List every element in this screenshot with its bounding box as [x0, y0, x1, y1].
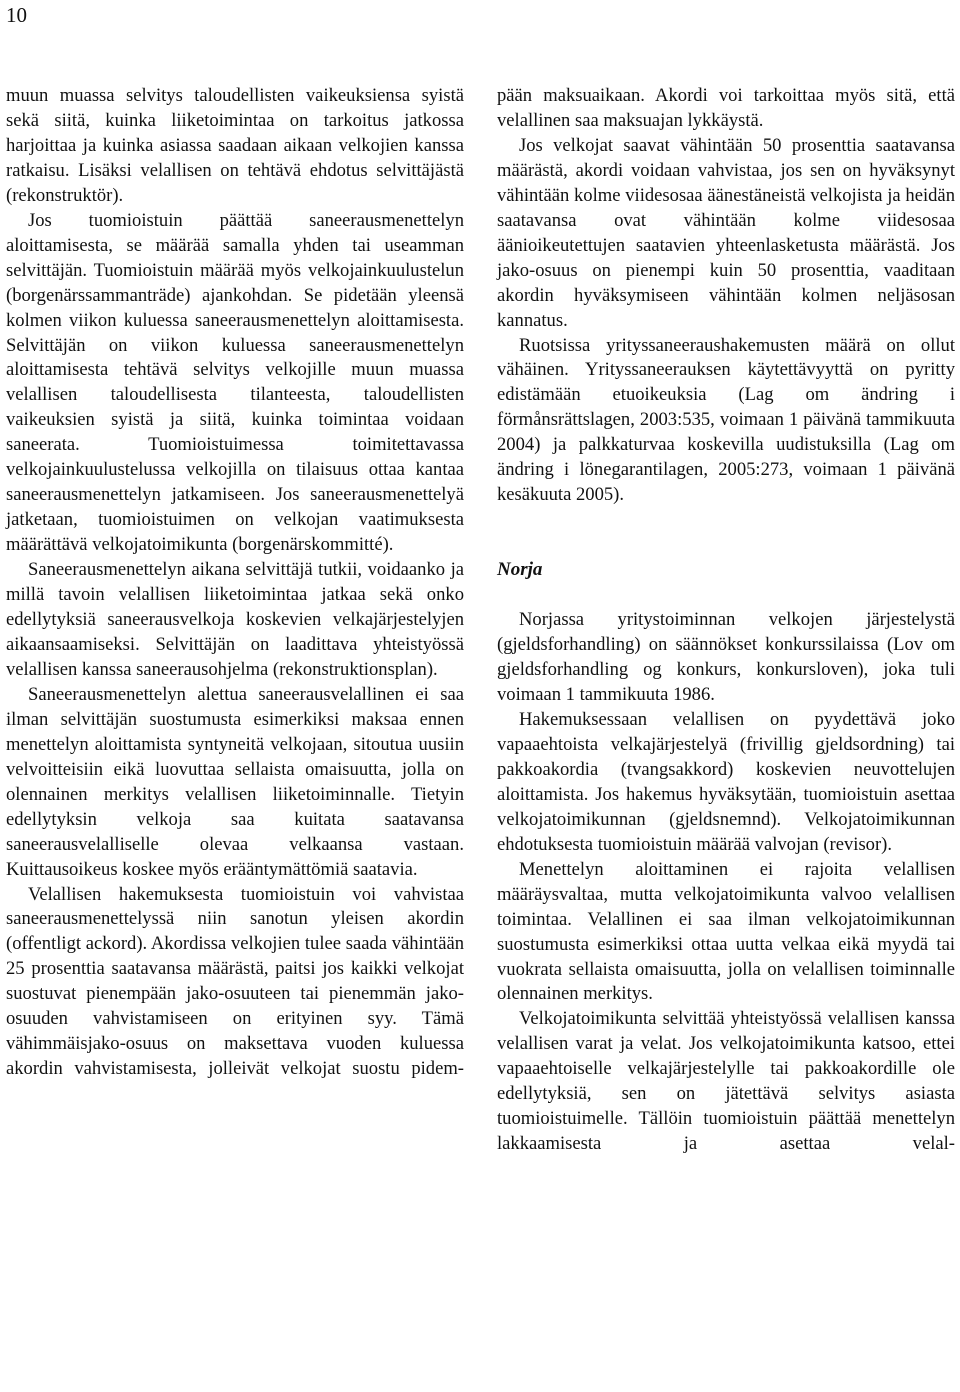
body-paragraph: Norjassa yritystoiminnan velkojen järjestelystä (gjeldsforhandling) on säännökset konkurssilaissa (Lov om gjeldsforhandling og konkurs, konkursloven), joka tuli voimaan 1 tammikuuta 1986.	[497, 609, 955, 706]
page-number: 10	[6, 3, 27, 27]
body-paragraph: Jos velkojat saavat vähintään 50 prosenttia saatavansa määrästä, akordi voidaan vahvistaa, jos sen on hyväksynyt vähintään kolme viidesosaa äänestäneistä velkojista ja heidän saatavansa ovat vähintään kolme viidesosaa äänioikeutettujen saatavien yhteenlasketusta määrästä. Jos jako-osuus on pienempi kuin 50 prosenttia, vaaditaan akordin hyväksymiseen vähintään kolmen neljäsosan kannatus.	[497, 134, 955, 331]
body-paragraph: Velallisen hakemuksesta tuomioistuin voi vahvistaa saneerausmenettelyssä niin sanotun yleisen akordin (offentligt ackord). Akordissa velkojien tulee saada vähintään 25 prosenttia saatavansa määrästä, paitsi jos kaikki velkojat suostuvat pienempään jako-osuuteen tai pienemmän jako-osuuden vahvistamiseen on erityinen syy. Tämä vähimmäisjako-osuus on maksettava vuoden kuluessa akordin vahvistamisesta, jolleivät velkojat suostu pidem-	[6, 883, 464, 1080]
body-paragraph: pään maksuaikaan. Akordi voi tarkoittaa myös sitä, että velallinen saa maksuajan lykkäystä.	[497, 85, 955, 131]
body-paragraph: Saneerausmenettelyn aikana selvittäjä tutkii, voidaanko ja millä tavoin velallisen liiketoimintaa jatkaa sekä onko edellytyksiä saneerausvelkoja koskevien velkajärjestelyjen aikaansaamiseksi. Selvittäjän on laadittava yhteistyössä velallisen kanssa saneerausohjelma (rekonstruktionsplan).	[6, 559, 464, 680]
body-paragraph: Hakemuksessaan velallisen on pyydettävä joko vapaaehtoista velkajärjestelyä (frivillig gjeldsordning) tai pakkoakordia (tvangsakkord) koskevien neuvottelujen aloittamista. Jos hakemus hyväksytään, tuomioistuin asettaa velkojatoimikunnan (gjeldsnemnd). Velkojatoimikunnan ehdotuksesta tuomioistuin määrää valvojan (revisor).	[497, 708, 955, 855]
section-heading: Norja	[497, 559, 543, 581]
body-paragraph: Saneerausmenettelyn alettua saneerausvelallinen ei saa ilman selvittäjän suostumusta esimerkiksi maksaa ennen menettelyn aloittamista syntyneitä velkojaan, sitoutua uusiin velvoitteisiin eikä luovuttaa sellaista omaisuutta, jolla on olennainen merkitys velallisen liiketoiminnalle. Tietyin edellytyksin velkoja saa kuitata saatavansa saneerausvelalliselle olevaa velkaansa vastaan. Kuittausoikeus koskee myös erääntymättömiä saatavia.	[6, 683, 464, 880]
body-paragraph: muun muassa selvitys taloudellisten vaikeuksiensa syistä sekä siitä, kuinka liiketoimintaa on tarkoitus jatkossa harjoittaa ja kuinka asiassa saadaan aikaan velkojien kanssa ratkaisu. Lisäksi velallisen on tehtävä ehdotus selvittäjästä (rekonstruktör).	[6, 85, 464, 206]
left-column	[6, 84, 464, 1082]
body-paragraph: Jos tuomioistuin päättää saneerausmenettelyn aloittamisesta, se määrää samalla yhden tai useamman selvittäjän. Tuomioistuin määrää myös velkojainkuulustelun (borgenärssammanträde) ajankohdan. Se pidetään yleensä kolmen viikon kuluessa saneerausmenettelyn aloittamisesta. Selvittäjän on viikon kuluessa saneerausmenettelyn aloittamisesta tehtävä selvitys velkojille muun muassa velallisen taloudellisesta tilanteesta, taloudellisten vaikeuksien syistä ja siitä, kuinka toimintaa voidaan saneerata. Tuomioistuimessa toimitettavassa velkojainkuulustelussa velkojilla on tilaisuus ottaa kantaa saneerausmenettelyn jatkamiseen. Jos saneerausmenettelyä jatketaan, tuomioistuimen on velkojan vaatimuksesta määrättävä velkojatoimikunta (borgenärskommitté).	[6, 209, 464, 556]
right-column	[497, 84, 955, 1157]
body-paragraph: Velkojatoimikunta selvittää yhteistyössä velallisen kanssa velallisen varat ja velat. Jos velkojatoimikunta katsoo, ettei vapaaehtoiselle velkajärjestelylle tai pakkoakordille ole edellytyksiä, sen on jätettävä selvitys asiasta tuomioistuimelle. Tällöin tuomioistuin päättää menettelyn lakkaamisesta ja asettaa velal-	[497, 1008, 955, 1155]
body-paragraph: Ruotsissa yrityssaneeraushakemusten määrä on ollut vähäinen. Yrityssaneerauksen käytettävyyttä on pyritty edistämään etuoikeuksia (Lag om ändring i förmånsrättslagen, 2003:535, voimaan 1 päivänä tammikuuta 2004) ja palkkaturvaa koskevilla uudistuksilla (Lag om ändring i lönegarantilagen, 2005:273, voimaan 1 päivänä kesäkuuta 2005).	[497, 334, 955, 506]
body-paragraph: Menettelyn aloittaminen ei rajoita velallisen määräysvaltaa, mutta velkojatoimikunta valvoo velallisen toimintaa. Velallinen ei saa ilman velkojatoimikunnan suostumusta esimerkiksi ottaa uutta velkaa eikä myydä tai vuokrata sellaista omaisuutta, jolla on velallisen toiminnalle olennainen merkitys.	[497, 858, 955, 1005]
